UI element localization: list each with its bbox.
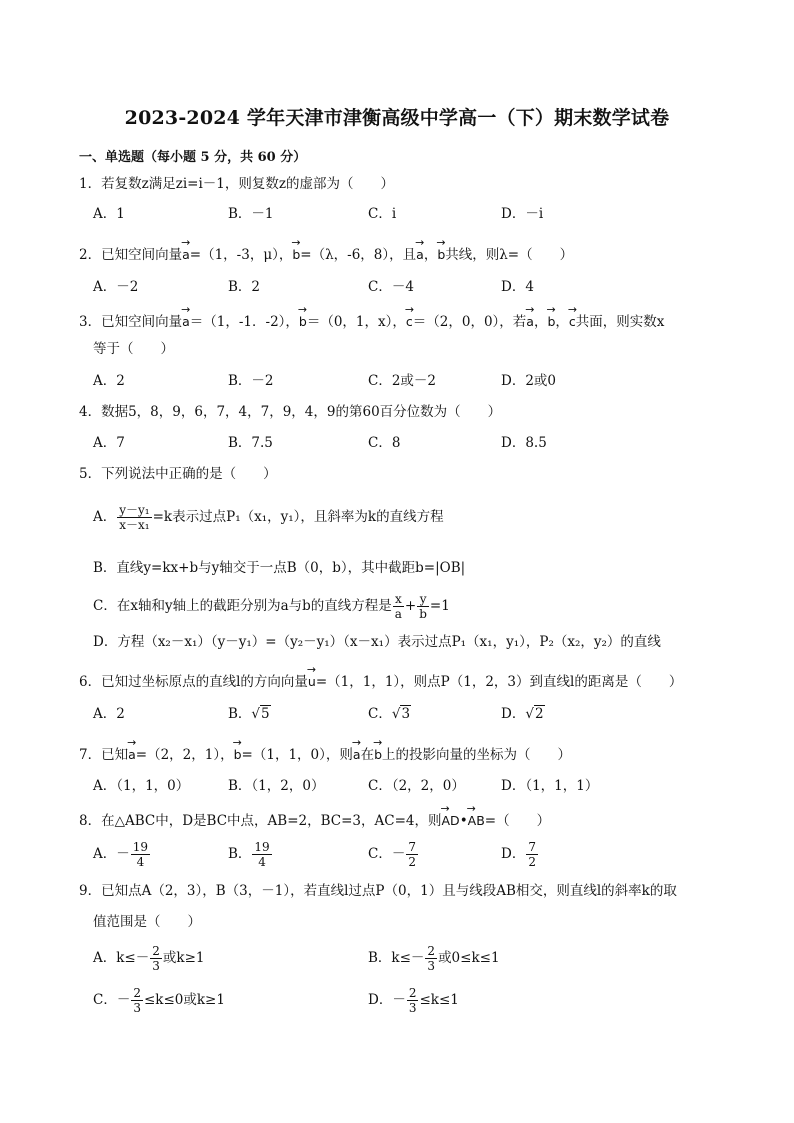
q6-d-label: D． bbox=[501, 706, 526, 722]
fraction-numerator: 2 bbox=[133, 986, 141, 1000]
question-2 bbox=[79, 241, 573, 265]
q8-option-a bbox=[93, 836, 151, 872]
q3-option-b: B．－2 bbox=[228, 373, 274, 389]
fraction-denominator: 3 bbox=[133, 1001, 141, 1015]
answer-fraction bbox=[131, 986, 143, 1015]
q1-option-a: A．1 bbox=[93, 206, 125, 222]
vector-b: → b bbox=[292, 241, 300, 265]
y-fraction bbox=[417, 592, 429, 621]
vector-a: → a bbox=[182, 241, 190, 265]
answer-fraction bbox=[425, 944, 437, 973]
q4-option-c: C．8 bbox=[368, 435, 401, 451]
vector-b: → b bbox=[547, 308, 555, 332]
fraction-numerator: x bbox=[393, 592, 404, 607]
q3-option-a: A．2 bbox=[93, 373, 125, 389]
q2-option-b: B．2 bbox=[228, 279, 261, 295]
q2-option-a: A．－2 bbox=[93, 279, 139, 295]
q5-c-text: C．在x轴和y轴上的截距分别为a与b的直线方程是 bbox=[93, 598, 392, 614]
fraction-numerator: y bbox=[417, 592, 429, 607]
fraction-numerator: y－y₁ bbox=[119, 503, 150, 517]
q6-c-label: C． bbox=[368, 706, 392, 722]
q9-c-post: ≤k≤0或k≥1 bbox=[143, 992, 225, 1008]
q7-text-pre: 7．已知 bbox=[79, 747, 129, 763]
q3-text-m1: ＝（1，-1．-2）， bbox=[189, 314, 299, 330]
fraction-denominator: b bbox=[419, 607, 427, 621]
fraction-denominator: 4 bbox=[136, 855, 145, 869]
q9-option-c bbox=[93, 982, 225, 1018]
fraction-numerator: 19 bbox=[254, 840, 270, 854]
vector-u: → u bbox=[308, 668, 316, 692]
fraction-denominator: 3 bbox=[408, 1001, 417, 1015]
vector-c: → c bbox=[569, 308, 576, 332]
q3-text-m2: ＝（0，1，x）， bbox=[306, 314, 406, 330]
q4-option-d: D．8.5 bbox=[501, 435, 547, 451]
q1-option-c: C．i bbox=[368, 206, 397, 222]
q7-option-d: D．（1，1，1） bbox=[501, 778, 599, 794]
vector-b: → b bbox=[437, 241, 445, 265]
q8-a-label: A． bbox=[93, 846, 117, 862]
answer-fraction bbox=[407, 986, 419, 1015]
q9-c-pre: C．－ bbox=[93, 992, 131, 1008]
q8-text-pre: 8．在△ABC中，D是BC中点，AB=2，BC=3，AC=4，则 bbox=[79, 813, 442, 829]
fraction-denominator: 2 bbox=[528, 855, 536, 869]
q8-option-c bbox=[368, 836, 419, 872]
q9-a-pre: A．k≤－ bbox=[93, 950, 150, 966]
q3-text-pre: 3．已知空间向量 bbox=[79, 314, 183, 330]
fraction-numerator: 7 bbox=[408, 840, 416, 854]
q3-text-post: 共面，则实数x bbox=[575, 314, 665, 330]
vector-c: → c bbox=[406, 308, 413, 332]
fraction-numerator: 2 bbox=[427, 944, 436, 958]
q6-option-b bbox=[228, 704, 271, 724]
q4-option-b: B．7.5 bbox=[228, 435, 273, 451]
q2-sep: ， bbox=[423, 247, 438, 263]
q2-text-pre: 2．已知空间向量 bbox=[79, 247, 183, 263]
q2-option-d: D．4 bbox=[501, 279, 534, 295]
q6-option-d bbox=[501, 704, 545, 724]
page-title: 2023-2024 学年天津市津衡高级中学高一（下）期末数学试卷 bbox=[124, 107, 670, 129]
q5-option-b: B．直线y=kx+b与y轴交于一点B（0，b），其中截距b=|OB| bbox=[93, 560, 466, 576]
q7-text-post: 上的投影向量的坐标为（ ） bbox=[382, 747, 571, 763]
fraction-numerator: 2 bbox=[408, 986, 417, 1000]
q5-c-post: =1 bbox=[429, 598, 450, 614]
answer-fraction bbox=[150, 944, 162, 973]
fraction-denominator: 2 bbox=[408, 855, 416, 869]
minus-sign: － bbox=[116, 846, 130, 862]
q6-option-a: A．2 bbox=[93, 706, 125, 722]
q7-option-a: A．（1，1，0） bbox=[93, 778, 190, 794]
vector-a: → a bbox=[416, 241, 424, 265]
q3-sep1: ， bbox=[533, 314, 548, 330]
fraction-denominator: 3 bbox=[152, 959, 160, 973]
vector-b: → b bbox=[374, 741, 382, 765]
q7-text-m1: =（2，2，1）， bbox=[135, 747, 234, 763]
q2-option-c: C．－4 bbox=[368, 279, 414, 295]
minus-sign: － bbox=[391, 846, 406, 862]
answer-fraction bbox=[526, 840, 538, 869]
q7-text-m2: =（1，1，0），则 bbox=[241, 747, 353, 763]
radicand: 3 bbox=[401, 706, 411, 722]
question-9-line2: 值范围是（ ） bbox=[93, 914, 201, 930]
question-1: 1．若复数z满足zi=i－1，则复数z的虚部为（ ） bbox=[79, 176, 394, 192]
q9-b-post: 或0≤k≤1 bbox=[438, 950, 500, 966]
q6-text-post: =（1，1，1），则点P（1，2，3）到直线l的距离是（ ） bbox=[315, 674, 683, 690]
q5-option-c: C．在x轴和y轴上的截距分别为a与b的直线方程是 $\frac{x}{a}$ + $\frac{y}{b}$ =1 bbox=[93, 592, 450, 621]
slope-fraction bbox=[117, 503, 151, 532]
q9-option-b bbox=[368, 940, 500, 976]
vector-ab: → AB bbox=[468, 807, 485, 831]
dot-product: • bbox=[459, 813, 468, 829]
vector-a: → a bbox=[353, 741, 361, 765]
question-7 bbox=[79, 741, 571, 765]
answer-fraction bbox=[406, 840, 418, 869]
q3-sep2: ， bbox=[555, 314, 569, 330]
q9-a-post: 或k≥1 bbox=[162, 950, 205, 966]
q8-b-label: B． bbox=[228, 846, 252, 862]
question-5: 5．下列说法中正确的是（ ） bbox=[79, 466, 277, 482]
vector-ad: → AD bbox=[442, 807, 460, 831]
question-3-line2: 等于（ ） bbox=[93, 341, 174, 357]
q8-d-label: D． bbox=[501, 846, 526, 862]
question-4: 4．数据5，8，9，6，7，4，7，9，4，9的第60百分位数为（ ） bbox=[79, 404, 502, 420]
question-8 bbox=[79, 807, 550, 831]
vector-a: → a bbox=[526, 308, 534, 332]
vector-a: → a bbox=[182, 308, 190, 332]
q9-option-a bbox=[93, 940, 204, 976]
answer-fraction bbox=[131, 840, 150, 869]
fraction-denominator: a bbox=[394, 607, 402, 621]
question-3 bbox=[79, 308, 664, 332]
q7-text-m3: 在 bbox=[360, 747, 375, 763]
fraction-denominator: 4 bbox=[258, 855, 266, 869]
fraction-numerator: 2 bbox=[152, 944, 160, 958]
q8-option-b bbox=[228, 836, 273, 872]
q4-option-a: A．7 bbox=[93, 435, 125, 451]
q8-c-label: C． bbox=[368, 846, 392, 862]
sqrt-symbol: √3 bbox=[391, 706, 411, 722]
q9-b-pre: B．k≤－ bbox=[368, 950, 425, 966]
q1-option-d: D．－i bbox=[501, 206, 544, 222]
q9-d-pre: D．－ bbox=[368, 992, 406, 1008]
q7-option-c: C．（2，2，0） bbox=[368, 778, 465, 794]
sqrt-symbol: √5 bbox=[251, 706, 270, 722]
section-heading: 一、单选题（每小题 5 分，共 60 分） bbox=[79, 150, 307, 165]
q2-text-mid2: =（λ，-6，8），且 bbox=[300, 247, 417, 263]
q5-option-a bbox=[93, 500, 444, 534]
q1-option-b: B．－1 bbox=[228, 206, 274, 222]
q6-option-c bbox=[368, 704, 411, 724]
q3-text-m3: ＝（2，0，0），若 bbox=[412, 314, 527, 330]
q5-a-text: =k表示过点P₁（x₁，y₁），且斜率为k的直线方程 bbox=[152, 509, 444, 525]
q2-text-mid1: =（1，-3，μ）， bbox=[189, 247, 293, 263]
q3-option-d: D．2或0 bbox=[501, 373, 557, 389]
q5-option-d: D．方程（x₂－x₁）（y－y₁）=（y₂－y₁）（x－x₁）表示过点P₁（x₁，y₁），P₂（x₂，y₂）的直线 bbox=[93, 634, 661, 650]
sqrt-symbol: √2 bbox=[525, 706, 544, 722]
vector-b: → b bbox=[299, 308, 307, 332]
vector-b: → b bbox=[234, 741, 242, 765]
question-9: 9．已知点A（2，3），B（3，－1），若直线l过点P（0，1）且与线段AB相交，则直线l的斜率k的取 bbox=[79, 883, 677, 899]
q2-text-post: 共线，则λ=（ ） bbox=[445, 247, 574, 263]
q9-option-d bbox=[368, 982, 459, 1018]
fraction-denominator: x－x₁ bbox=[119, 518, 150, 532]
q8-option-d bbox=[501, 836, 539, 872]
x-fraction bbox=[393, 592, 404, 621]
q6-b-label: B． bbox=[228, 706, 252, 722]
vector-a: → a bbox=[128, 741, 136, 765]
q3-option-c: C．2或－2 bbox=[368, 373, 437, 389]
radicand: 2 bbox=[534, 706, 544, 722]
radicand: 5 bbox=[261, 706, 270, 722]
q9-d-post: ≤k≤1 bbox=[419, 992, 459, 1008]
question-6 bbox=[79, 668, 682, 692]
answer-fraction bbox=[252, 840, 271, 869]
q8-text-post: =（ ） bbox=[484, 813, 551, 829]
fraction-numerator: 19 bbox=[132, 840, 149, 854]
fraction-numerator: 7 bbox=[528, 840, 536, 854]
q5-a-label: A． bbox=[93, 509, 117, 525]
fraction-denominator: 3 bbox=[427, 959, 436, 973]
q7-option-b: B．（1，2，0） bbox=[228, 778, 325, 794]
q6-text-pre: 6．已知过坐标原点的直线l的方向向量 bbox=[79, 674, 308, 690]
